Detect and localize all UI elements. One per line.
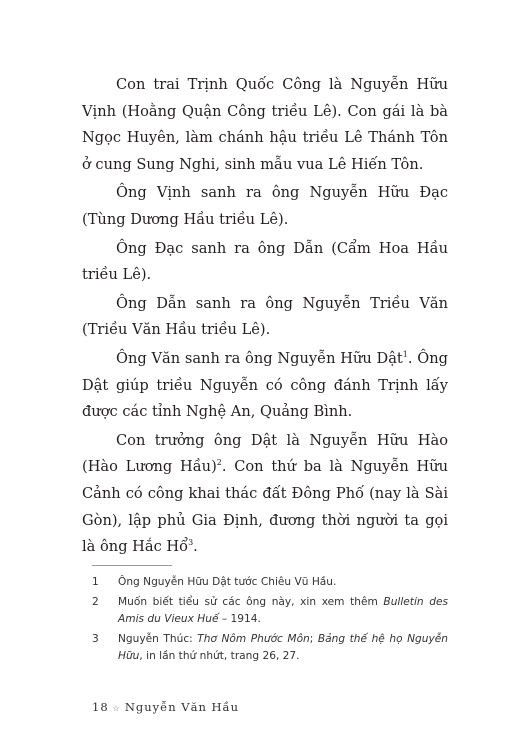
- footnote-title-italic-2: Bảng thế hệ họ Nguyễn Hữu: [118, 633, 448, 662]
- footnote-3: [92, 631, 448, 665]
- paragraph-5-part-a: Ông Văn sanh ra ông Nguyễn Hữu Dật: [116, 349, 403, 367]
- main-text: [82, 72, 448, 563]
- footnote-text-pre: Nguyễn Thúc:: [118, 633, 198, 645]
- paragraph-4: Ông Dẫn sanh ra ông Nguyễn Triều Văn (Triều Văn Hầu triều Lê).: [82, 294, 448, 339]
- footnote-number: 1: [92, 576, 99, 588]
- footnote-ref-2[interactable]: 2: [216, 458, 222, 468]
- paragraph-6-part-c: .: [193, 538, 198, 556]
- footnote-1: [92, 574, 448, 591]
- footnotes: [92, 574, 448, 668]
- footnote-number: 2: [92, 596, 99, 608]
- footnote-title-italic-1: Thơ Nôm Phước Môn: [197, 633, 310, 645]
- footnote-text-pre: Muốn biết tiểu sử các ông này, xin xem thêm: [118, 596, 384, 608]
- footnote-text: [118, 594, 448, 628]
- footnote-ref-1[interactable]: 1: [402, 349, 408, 359]
- paragraph-6-part-a: Con trưởng ông Dật là Nguyễn Hữu Hào (Hào Lương Hầu): [82, 431, 448, 476]
- author-name: Nguyễn Văn Hầu: [124, 700, 239, 714]
- star-ornament-icon: ☆: [112, 704, 121, 713]
- footnote-divider: [92, 565, 172, 566]
- footnote-text-post: – 1914.: [218, 613, 261, 625]
- footnote-number: 3: [92, 633, 99, 645]
- footnote-title-italic: Bulletin des Amis du Vieux Huế: [118, 596, 448, 625]
- page-number: 18: [92, 700, 109, 714]
- footnote-text-mid: ;: [309, 633, 318, 645]
- paragraph-6-part-b: . Con thứ ba là Nguyễn Hữu Cảnh có công khai thác đất Đông Phố (nay là Sài Gòn), lập phủ Gia Định, đương thời người ta gọi là ông Hắc Hổ: [82, 458, 448, 556]
- footnote-text-post: , in lần thứ nhứt, trang 26, 27.: [139, 650, 300, 662]
- paragraph-1: Con trai Trịnh Quốc Công là Nguyễn Hữu Vịnh (Hoằng Quận Công triều Lê). Con gái là bà Ngọc Huyên, làm chánh hậu triều Lê Thánh Tôn ở cung Sung Nghi, sinh mẫu vua Lê Hiến Tôn.: [82, 76, 448, 173]
- running-footer: [92, 700, 239, 714]
- footnote-text: [118, 631, 448, 665]
- footnote-2: [92, 594, 448, 628]
- paragraph-2: Ông Vịnh sanh ra ông Nguyễn Hữu Đạc (Tùng Dương Hầu triều Lê).: [82, 184, 448, 228]
- paragraph-5-part-b: . Ông Dật giúp triều Nguyễn có công đánh Trịnh lấy được các tỉnh Nghệ An, Quảng Bình.: [82, 349, 448, 421]
- paragraph-3: Ông Đạc sanh ra ông Dẫn (Cẩm Hoa Hầu triều Lê).: [82, 239, 448, 284]
- paragraph-6: [82, 428, 448, 561]
- footnote-text: Ông Nguyễn Hữu Dật tước Chiêu Vũ Hầu.: [118, 576, 337, 588]
- footnote-ref-3[interactable]: 3: [188, 538, 194, 548]
- paragraph-5: [82, 346, 448, 426]
